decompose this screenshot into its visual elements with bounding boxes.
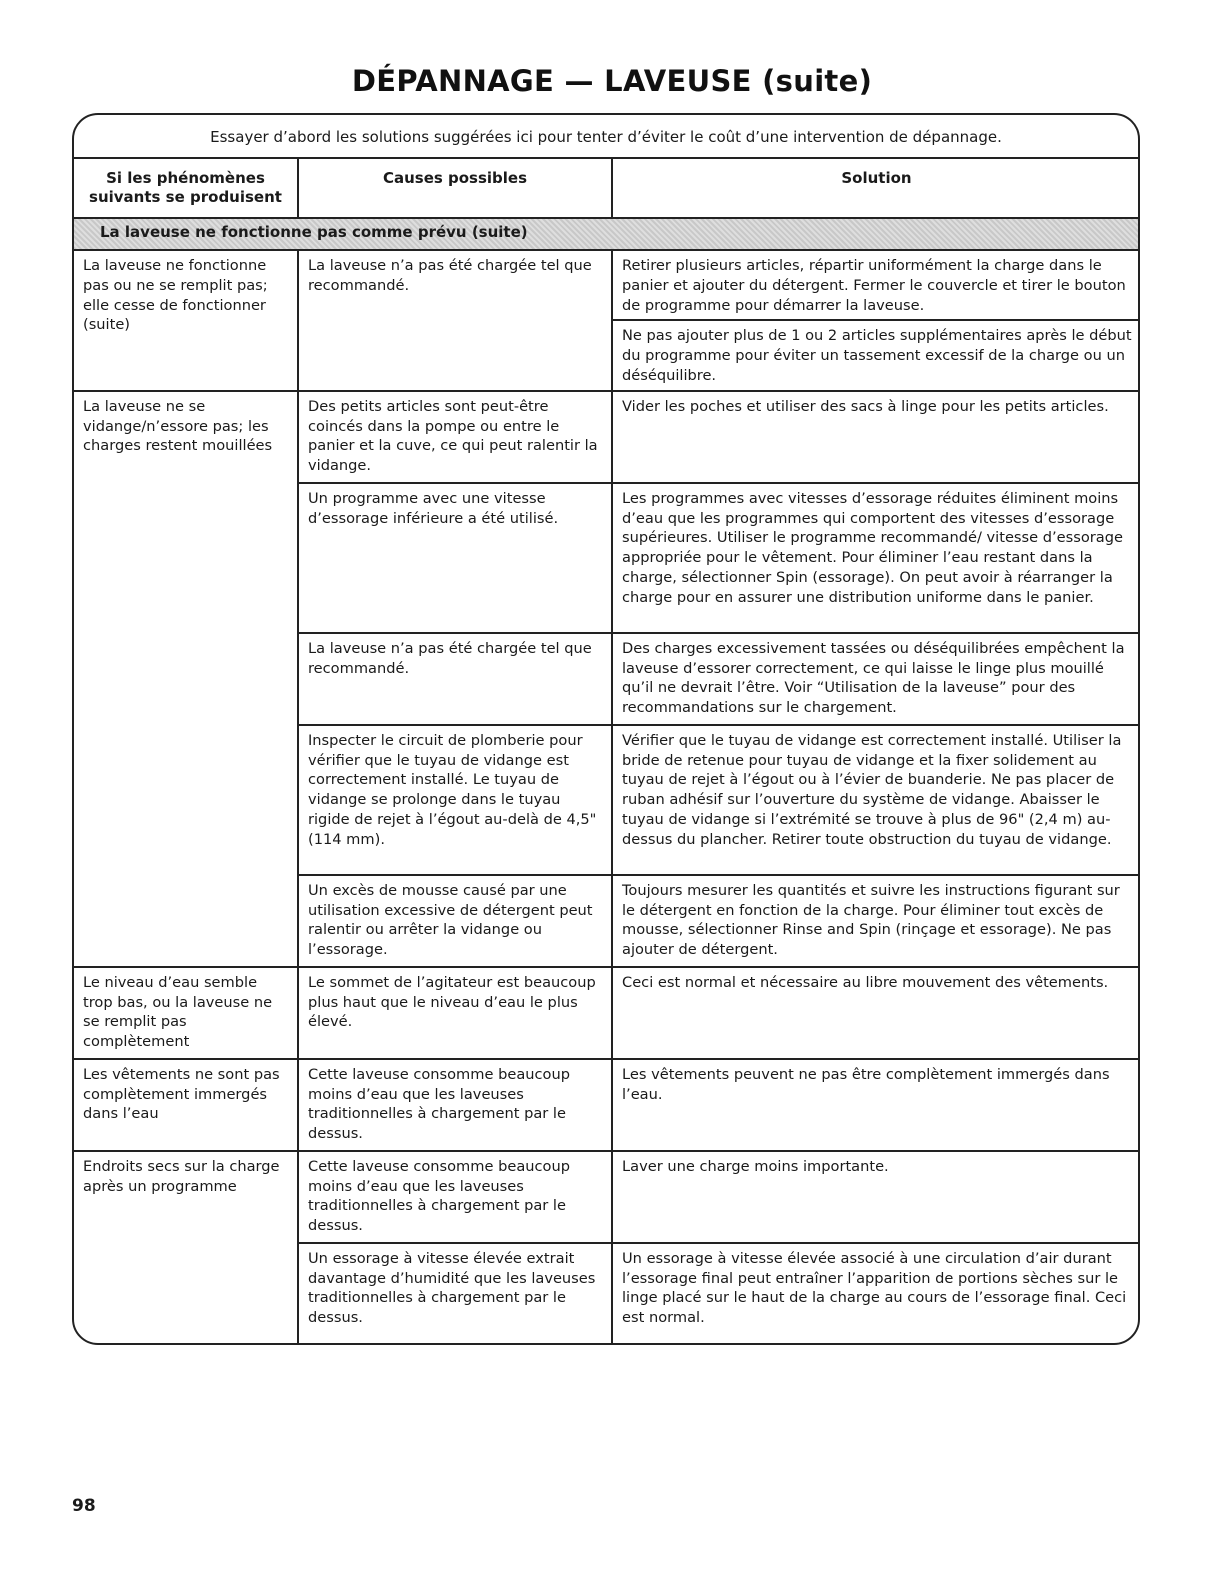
table-row (74, 391, 1140, 483)
solution-cell: Vider les poches et utiliser des sacs à linge pour les petits articles. (612, 391, 1140, 483)
table-header-row (74, 159, 1140, 218)
page-title: DÉPANNAGE — LAVEUSE (suite) (351, 64, 873, 98)
solution-cell: Ceci est normal et nécessaire au libre mouvement des vêtements. (612, 967, 1140, 1059)
section-title: La laveuse ne fonctionne pas comme prévu (suite) (74, 218, 1140, 250)
table-row (74, 250, 1140, 320)
cause-cell: La laveuse n’a pas été chargée tel que recommandé. (298, 250, 612, 391)
section-row (74, 218, 1140, 250)
cause-cell: Des petits articles sont peut-être coincés dans la pompe ou entre le panier et la cuve, ce qui peut ralentir la vidange. (298, 391, 612, 483)
header-cause: Causes possibles (298, 159, 612, 218)
header-problem: Si les phénomènes suivants se produisent (74, 159, 298, 218)
problem-cell: Endroits secs sur la charge après un programme (74, 1151, 298, 1343)
solution-cell: Laver une charge moins importante. (612, 1151, 1140, 1243)
solution-cell: Un essorage à vitesse élevée associé à une circulation d’air durant l’essorage final peut entraîner l’apparition de portions sèches sur le linge placé sur le haut de la charge au cours de l’essorage final. Ceci est normal. (612, 1243, 1140, 1343)
cause-cell: Un programme avec une vitesse d’essorage inférieure a été utilisé. (298, 483, 612, 633)
intro-text: Essayer d’abord les solutions suggérées ici pour tenter d’éviter le coût d’une intervention de dépannage. (74, 115, 1138, 159)
solution-cell: Les vêtements peuvent ne pas être complètement immergés dans l’eau. (612, 1059, 1140, 1151)
problem-cell: Les vêtements ne sont pas complètement immergés dans l’eau (74, 1059, 298, 1151)
problem-cell: Le niveau d’eau semble trop bas, ou la laveuse ne se remplit pas complètement (74, 967, 298, 1059)
cause-cell: Le sommet de l’agitateur est beaucoup plus haut que le niveau d’eau le plus élevé. (298, 967, 612, 1059)
page-number: 98 (72, 1496, 96, 1516)
solution-cell: Les programmes avec vitesses d’essorage réduites éliminent moins d’eau que les programmes qui comportent des vitesses d’essorage supérieures. Utiliser le programme recommandé/ vitesse d’essorage appropriée pour le vêtement. Pour éliminer l’eau restant dans la charge, sélectionner Spin (essorage). On peut avoir à réarranger la charge pour en assurer une distribution uniforme dans le panier. (612, 483, 1140, 633)
solution-cell: Toujours mesurer les quantités et suivre les instructions figurant sur le détergent en fonction de la charge. Pour éliminer tout excès de mousse, sélectionner Rinse and Spin (rinçage et essorage). Ne pas ajouter de détergent. (612, 875, 1140, 967)
cause-cell: Inspecter le circuit de plomberie pour vérifier que le tuyau de vidange est correctement installé. Le tuyau de vidange se prolonge dans le tuyau rigide de rejet à l’égout au-delà de 4,5" (114 mm). (298, 725, 612, 875)
cause-cell: Cette laveuse consomme beaucoup moins d’eau que les laveuses traditionnelles à chargement par le dessus. (298, 1151, 612, 1243)
problem-cell: La laveuse ne se vidange/n’essore pas; les charges restent mouillées (74, 391, 298, 967)
table-row (74, 1059, 1140, 1151)
solution-cell: Retirer plusieurs articles, répartir uniformément la charge dans le panier et ajouter du détergent. Fermer le couvercle et tirer le bouton de programme pour démarrer la laveuse. (612, 250, 1140, 320)
header-solution: Solution (841, 169, 912, 187)
troubleshooting-frame (72, 113, 1140, 1345)
cause-cell: Cette laveuse consomme beaucoup moins d’eau que les laveuses traditionnelles à chargement par le dessus. (298, 1059, 612, 1151)
solution-cell: Des charges excessivement tassées ou déséquilibrées empêchent la laveuse d’essorer correctement, ce qui laisse le linge plus mouillé qu’il ne devrait l’être. Voir “Utilisation de la laveuse” pour des recommandations sur le chargement. (612, 633, 1140, 725)
table-row (74, 967, 1140, 1059)
troubleshooting-table (74, 159, 1140, 1343)
cause-cell: Un essorage à vitesse élevée extrait davantage d’humidité que les laveuses traditionnelles à chargement par le dessus. (298, 1243, 612, 1343)
cause-cell: La laveuse n’a pas été chargée tel que recommandé. (298, 633, 612, 725)
table-row (74, 1151, 1140, 1243)
cause-cell: Un excès de mousse causé par une utilisation excessive de détergent peut ralentir ou arrêter la vidange ou l’essorage. (298, 875, 612, 967)
solution-cell: Ne pas ajouter plus de 1 ou 2 articles supplémentaires après le début du programme pour éviter un tassement excessif de la charge ou un déséquilibre. (612, 320, 1140, 390)
problem-cell: La laveuse ne fonctionne pas ou ne se remplit pas; elle cesse de fonctionner (suite) (74, 250, 298, 391)
solution-cell: Vérifier que le tuyau de vidange est correctement installé. Utiliser la bride de retenue pour tuyau de vidange et la fixer solidement au tuyau de rejet à l’égout ou à l’évier de buanderie. Ne pas placer de ruban adhésif sur l’ouverture du système de vidange. Abaisser le tuyau de vidange si l’extrémité se trouve à plus de 96" (2,4 m) au-dessus du plancher. Retirer toute obstruction du tuyau de vidange. (612, 725, 1140, 875)
